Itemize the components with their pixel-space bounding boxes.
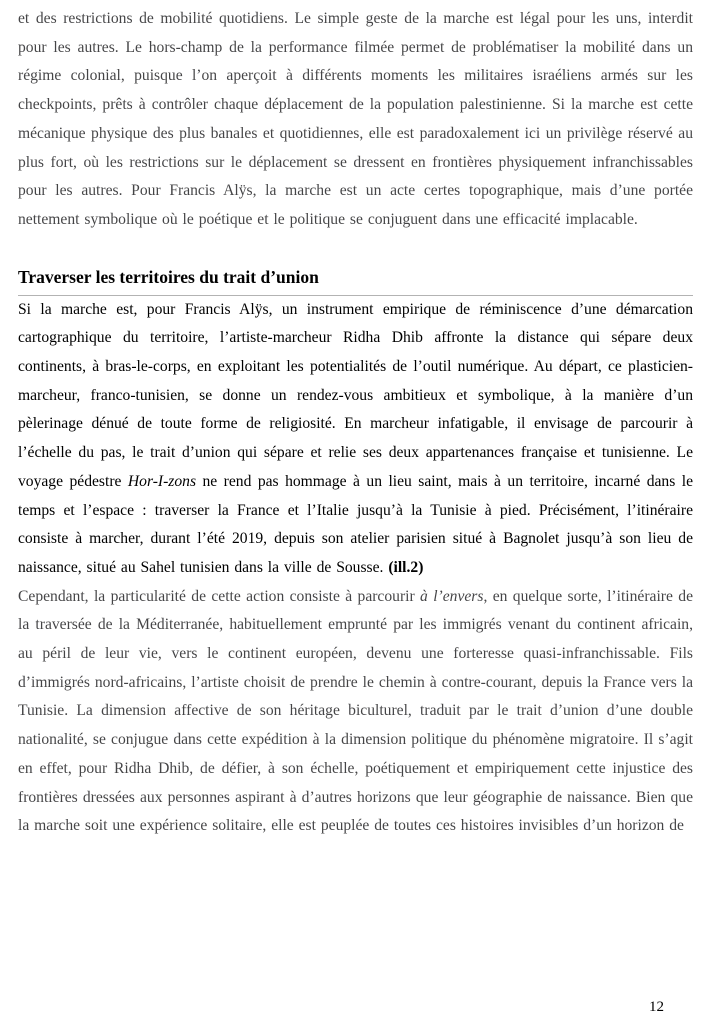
paragraph-reverse-crossing: Cependant, la particularité de cette action consiste à parcourir à l’envers, en quelque sorte, l’itinéraire de la traversée de la Méditerranée, habituellement emprunté par les immigrés venant du continent africain, au péril de leur vie, vers le continent européen, devenu une forteresse quasi-infranchissable. Fils d’immigrés nord-africains, l’artiste choisit de prendre le chemin à contre-courant, depuis la France vers la Tunisie. La dimension affective de son héritage biculturel, traduit par le trait d’union d’une double nationalité, se conjugue dans cette expédition à la dimension politique du phénomène migratoire. Il s’agit en effet, pour Ridha Dhib, de défier, à son échelle, poétiquement et empiriquement cette injustice des frontières dressées aux personnes aspirant à d’autres horizons que leur géographie de naissance. Bien que la marche soit une expérience solitaire, elle est peuplée de toutes ces histoires invisibles d’un horizon de [18, 587, 693, 835]
page-number: 12 [649, 999, 664, 1015]
section-heading: Traverser les territoires du trait d’union [18, 266, 693, 296]
paragraph-mobility-restrictions: et des restrictions de mobilité quotidiens. Le simple geste de la marche est légal pour les uns, interdit pour les autres. Le hors-champ de la performance filmée permet de problématiser la mobilité dans un régime colonial, puisque l’on aperçoit à différents moments les militaires israéliens armés sur les checkpoints, prêts à contrôler chaque déplacement de la population palestinienne. Si la marche est cette mécanique physique des plus banales et quotidiennes, elle est paradoxalement ici un privilège réservé au plus fort, où les restrictions sur le déplacement se dressent en frontières physiquement infranchissables pour les autres. Pour Francis Alÿs, la marche est un acte certes topographique, mais d’une portée nettement symbolique où le poétique et le politique se conjuguent dans une efficacité implacable. [18, 10, 693, 228]
paragraph-hor-i-zons: Si la marche est, pour Francis Alÿs, un instrument empirique de réminiscence d’une démarcation cartographique du territoire, l’artiste-marcheur Ridha Dhib affronte la distance qui sépare deux continents, à bras-le-corps, en exploitant les potentialités de l’outil numérique. Au départ, ce plasticien-marcheur, franco-tunisien, se donne un rendez-vous ambitieux et symbolique, à la manière d’un pèlerinage dénué de toute forme de religiosité. En marcheur infatigable, il envisage de parcourir à l’échelle du pas, le trait d’union qui sépare et relie ses deux appartenances française et tunisienne. Le voyage pédestre Hor-I-zons ne rend pas hommage à un lieu saint, mais à un territoire, incarné dans le temps et l’espace : traverser la France et l’Italie jusqu’à la Tunisie à pied. Précisément, l’itinéraire consiste à marcher, durant l’été 2019, depuis son atelier parisien situé à Bagnolet jusqu’à son lieu de naissance, situé au Sahel tunisien dans la ville de Sousse. (ill.2) [18, 300, 694, 576]
